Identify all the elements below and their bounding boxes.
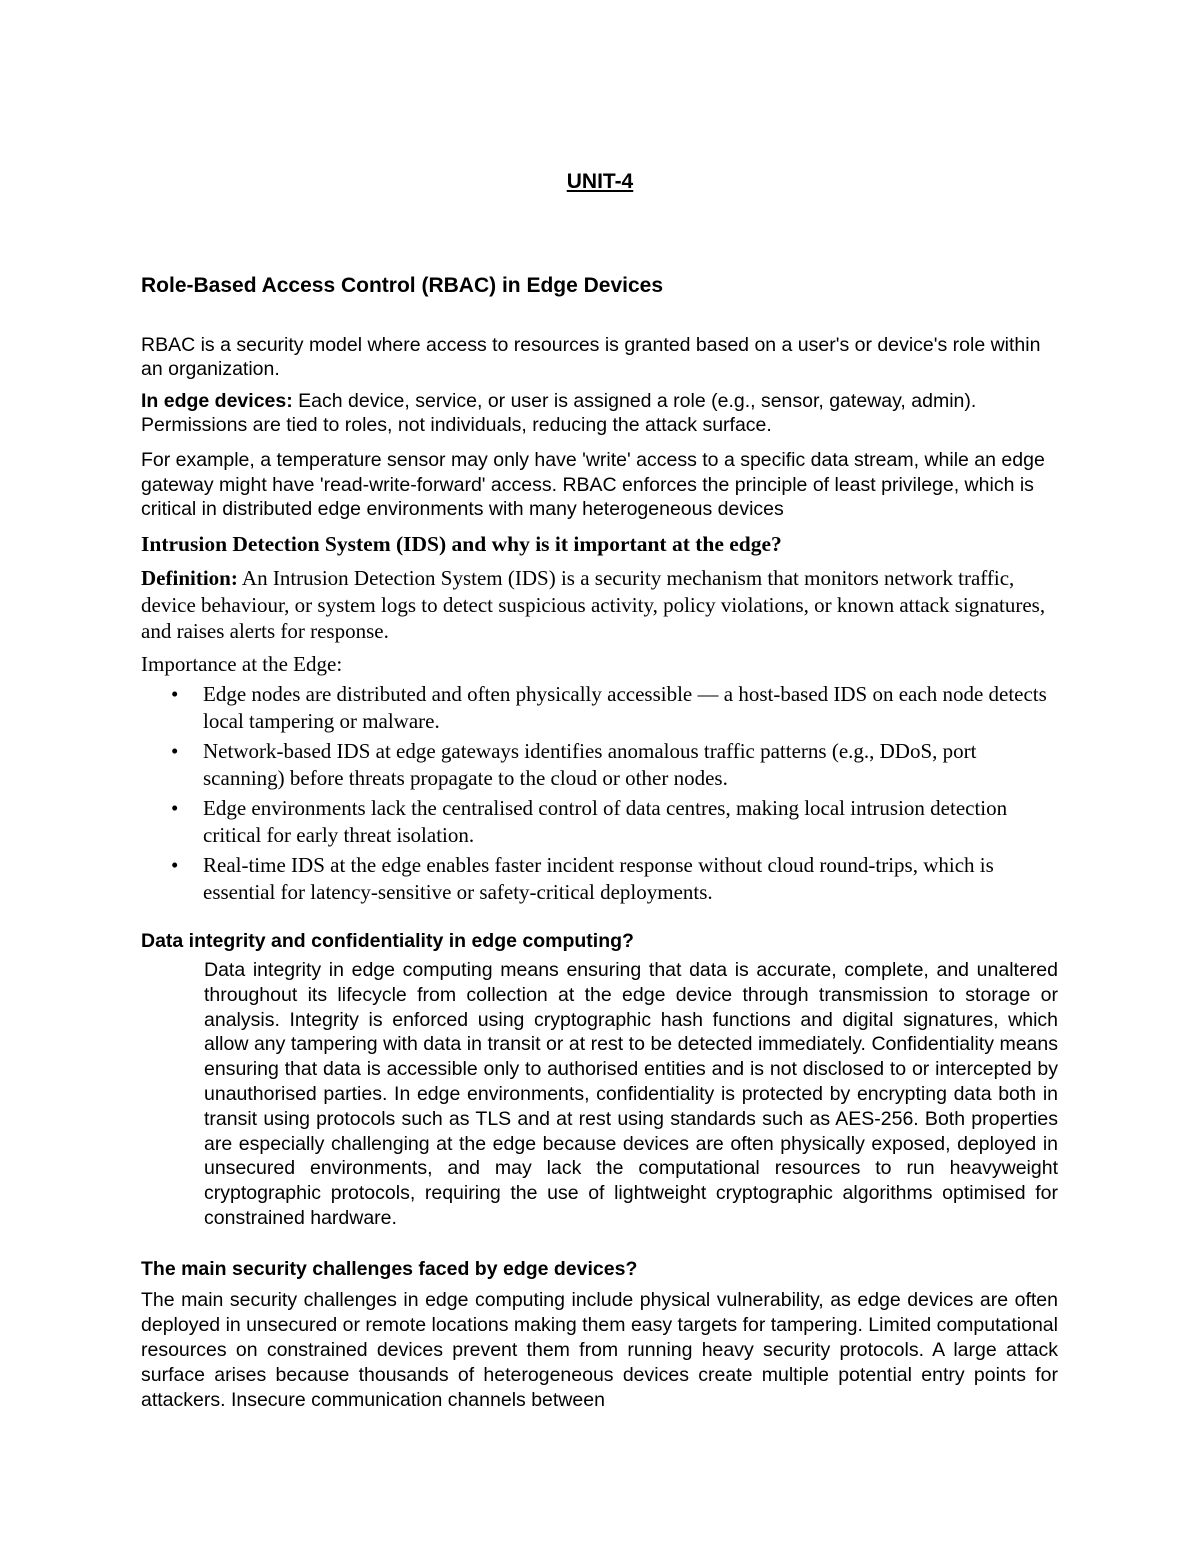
security-challenges-paragraph: The main security challenges in edge computing include physical vulnerability, as edge devices are often deployed in unsecured or remote locations making them easy targets for tampering. Limited computational resources on constrained devices prevent them from running heavy security protocols. A large attack surface arises because thousands of heterogeneous devices create multiple potential entry points for attackers. Insecure communication channels between <box>141 1289 1058 1411</box>
ids-definition-paragraph <box>141 565 1066 645</box>
list-item-text: Edge environments lack the centralised control of data centres, making local intrusion detection critical for early threat isolation. <box>203 796 1008 847</box>
rbac-edge-label: In edge devices: <box>141 390 293 412</box>
rbac-edge-text: Each device, service, or user is assigned a role (e.g., sensor, gateway, admin). Permissions are tied to roles, not individuals, reducing the attack surface. <box>141 390 977 436</box>
data-integrity-paragraph: Data integrity in edge computing means ensuring that data is accurate, complete, and unaltered throughout its lifecycle from collection at the edge device through transmission to storage or analysis. Integrity is enforced using cryptographic hash functions and digital signatures, which allow any tampering with data in transit or at rest to be detected immediately. Confidentiality means ensuring that data is accessible only to authorised entities and is not disclosed to or intercepted by unauthorised parties. In edge environments, confidentiality is protected by encrypting data both in transit using protocols such as TLS and at rest using standards such as AES-256. Both properties are especially challenging at the edge because devices are often physically exposed, deployed in unsecured environments, and may lack the computational resources to run heavyweight cryptographic protocols, requiring the use of lightweight cryptographic algorithms optimised for constrained hardware. <box>204 959 1058 1229</box>
ids-importance-list <box>141 681 1061 909</box>
rbac-example-paragraph: For example, a temperature sensor may only have 'write' access to a specific data stream, while an edge gateway might have 'read-write-forward' access. RBAC enforces the principle of least privilege, which is critical in distributed edge environments with many heterogeneous devices <box>141 449 1045 520</box>
bullet-icon: • <box>171 796 179 820</box>
security-challenges-heading: The main security challenges faced by edge devices? <box>141 1258 638 1280</box>
list-item <box>141 738 1061 791</box>
ids-heading: Intrusion Detection System (IDS) and why is it important at the edge? <box>141 532 782 556</box>
list-item <box>141 852 1061 905</box>
list-item-text: Edge nodes are distributed and often physically accessible — a host-based IDS on each node detects local tampering or malware. <box>203 682 1047 733</box>
list-item-text: Network-based IDS at edge gateways identifies anomalous traffic patterns (e.g., DDoS, port scanning) before threats propagate to the cloud or other nodes. <box>203 739 977 790</box>
list-item-text: Real-time IDS at the edge enables faster incident response without cloud round-trips, which is essential for latency-sensitive or safety-critical deployments. <box>203 853 994 904</box>
bullet-icon: • <box>171 682 179 706</box>
unit-title: UNIT-4 <box>566 170 634 193</box>
ids-definition-text: An Intrusion Detection System (IDS) is a security mechanism that monitors network traffic, device behaviour, or system logs to detect suspicious activity, policy violations, or known attack signatures, and raises alerts for response. <box>141 566 1046 643</box>
ids-definition-label: Definition: <box>141 566 238 590</box>
list-item <box>141 795 1061 848</box>
data-integrity-heading: Data integrity and confidentiality in edge computing? <box>141 930 634 952</box>
bullet-icon: • <box>171 853 179 877</box>
rbac-heading: Role-Based Access Control (RBAC) in Edge Devices <box>141 274 664 297</box>
rbac-edge-devices-paragraph <box>141 389 1061 437</box>
list-item <box>141 681 1061 734</box>
ids-importance-label: Importance at the Edge: <box>141 652 343 676</box>
rbac-intro-paragraph: RBAC is a security model where access to resources is granted based on a user's or device's role within an organization. <box>141 334 1041 380</box>
bullet-icon: • <box>171 739 179 763</box>
